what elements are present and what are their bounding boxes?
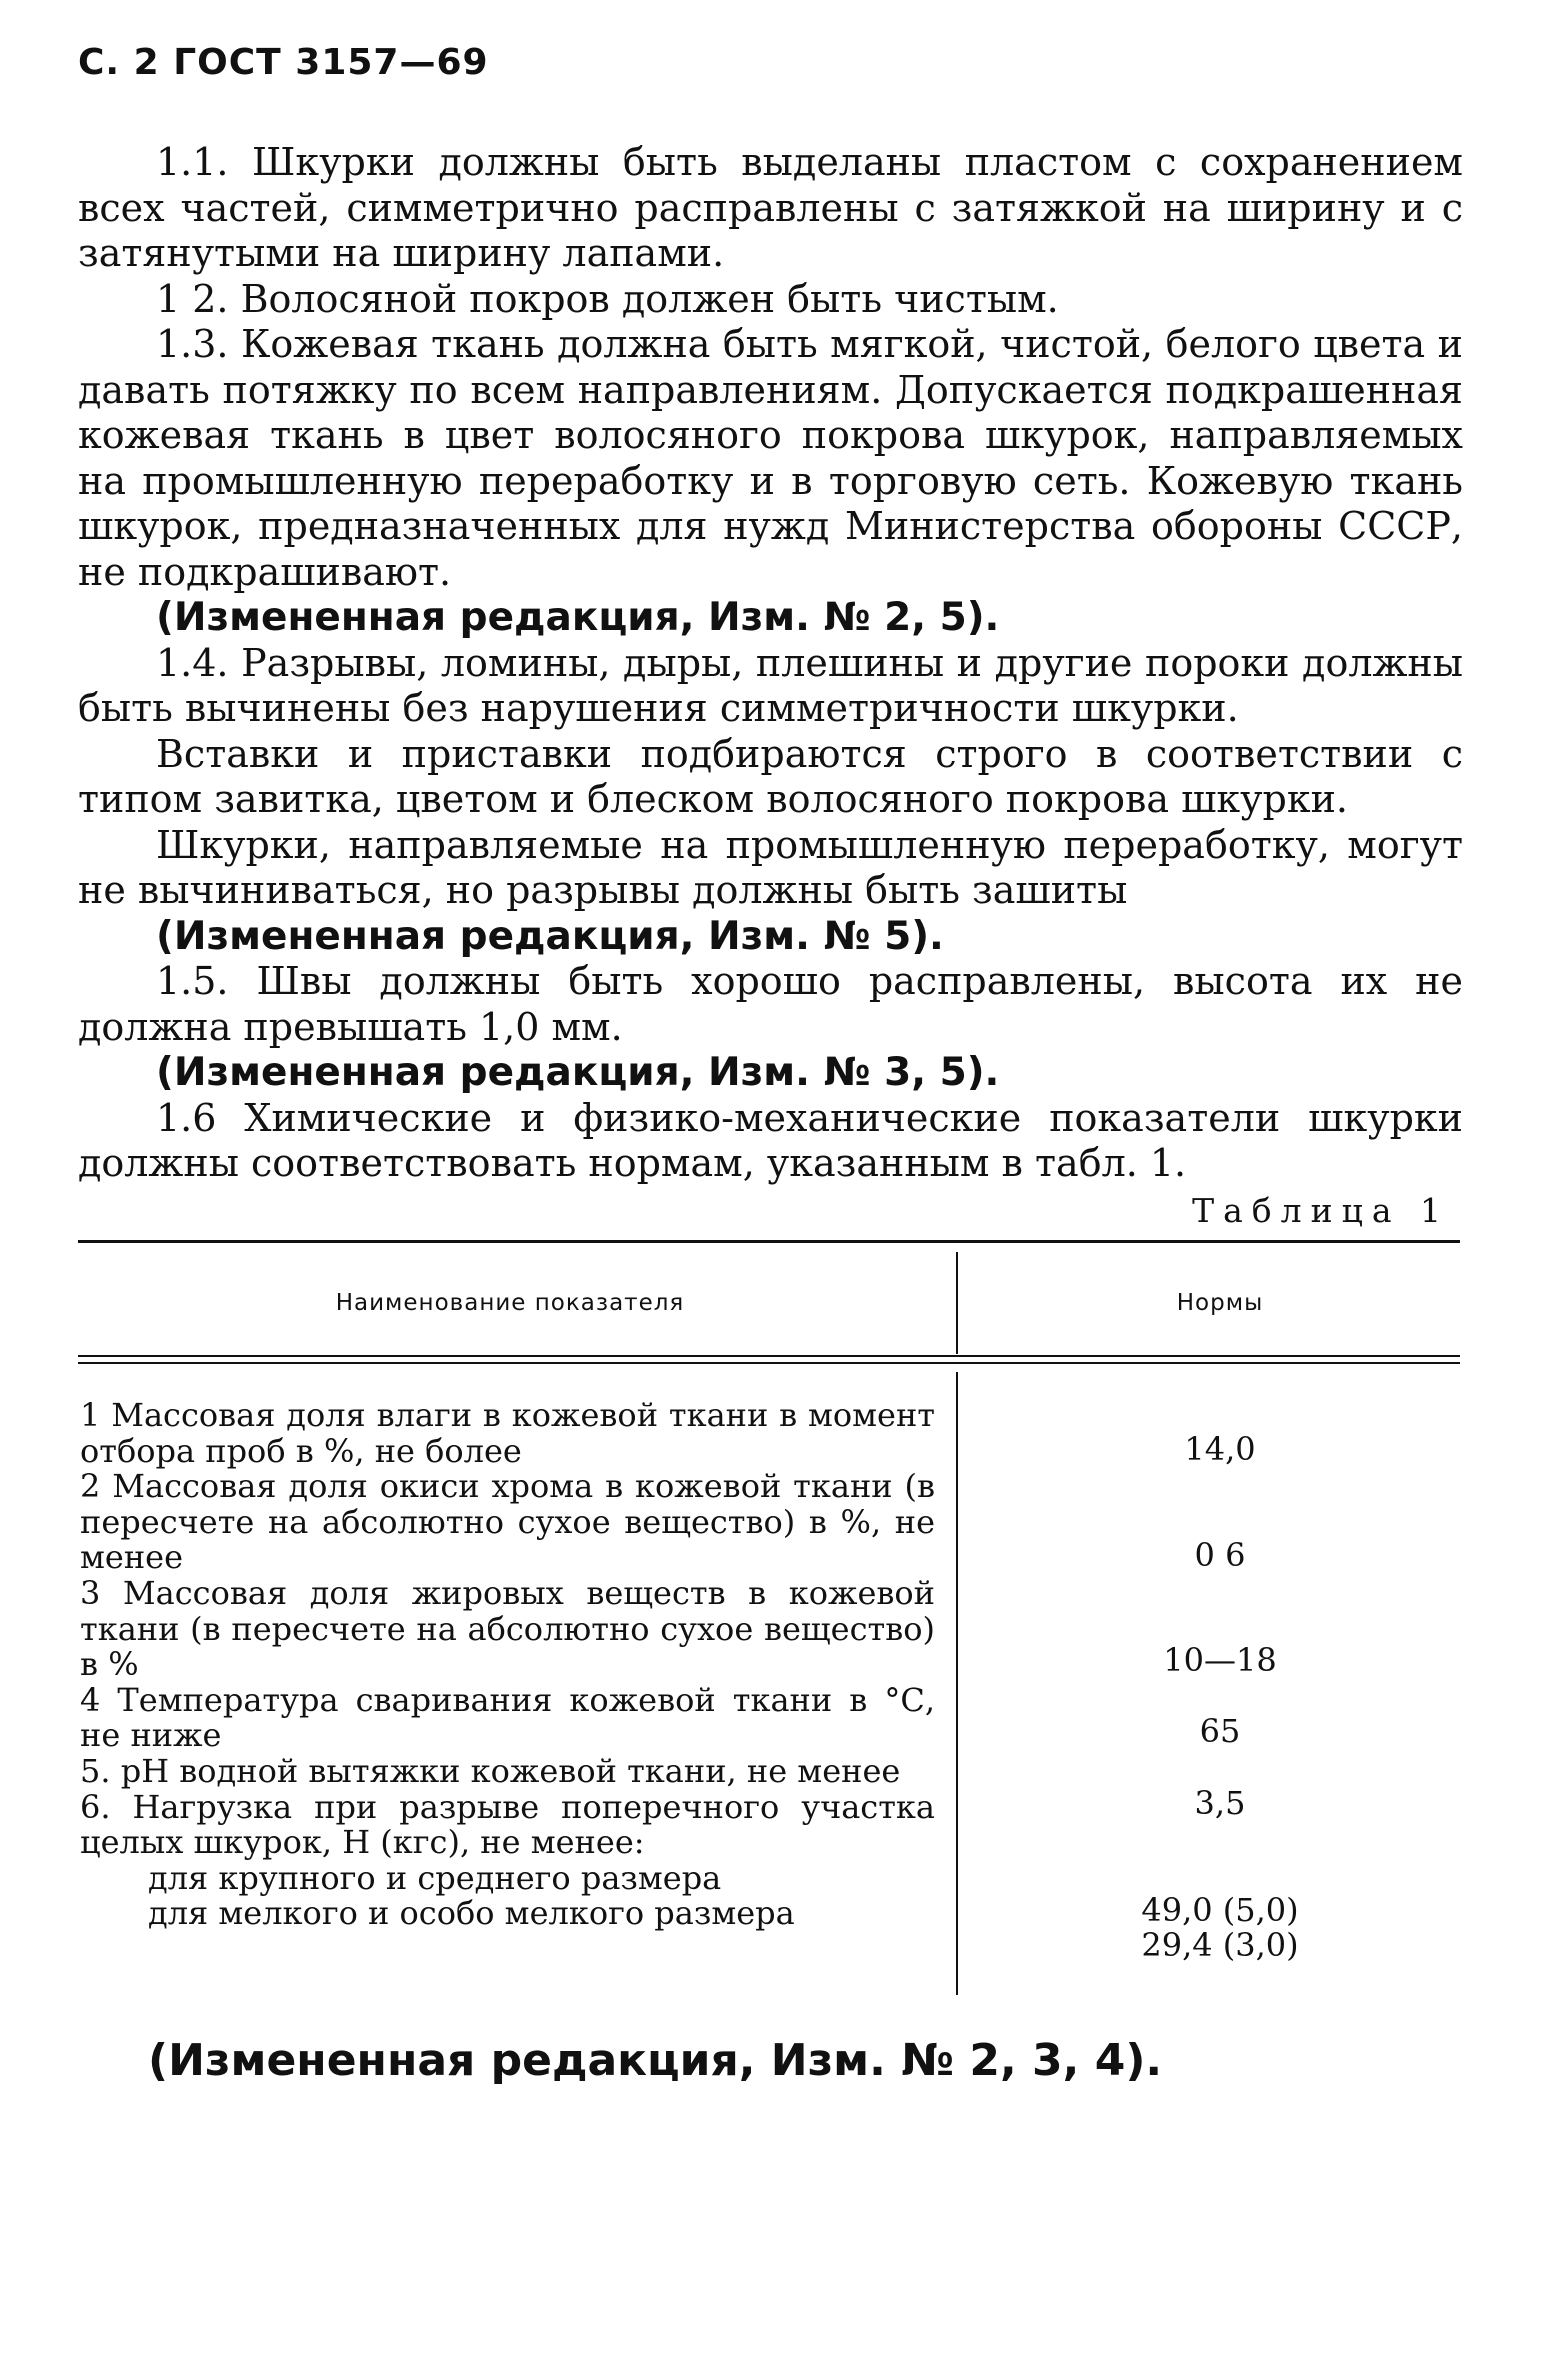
table-row-name: 5. рН водной вытяжки кожевой ткани, не менее <box>80 1751 901 1790</box>
body-text <box>78 140 1463 1187</box>
paragraph-1-2: 1 2. Волосяной покров должен быть чистым. <box>156 276 1059 321</box>
table-row-value: 3,5 <box>1194 1784 1246 1822</box>
paragraph-1-4: 1.4. Разрывы, ломины, дыры, плешины и другие пороки должны быть вычинены без нарушения симметричности шкурки. <box>78 640 1463 730</box>
paragraph-1-4-industrial: Шкурки, направляемые на промышленную переработку, могут не вычиниваться, но разрывы должны быть зашиты <box>78 822 1463 912</box>
table-row-value: 14,0 <box>1184 1430 1256 1468</box>
table-indicator-column <box>80 1398 935 1932</box>
table-column-divider-body <box>956 1372 958 1995</box>
edition-note-2: (Измененная редакция, Изм. № 5). <box>156 913 944 959</box>
table-row-name: 3 Массовая доля жировых веществ в кожевой ткани (в пересчете на абсолютно сухое вещество) в % <box>80 1573 935 1684</box>
table-column-divider <box>956 1252 958 1354</box>
table-row-value: 29,4 (3,0) <box>1141 1926 1299 1964</box>
table-caption: Таблица 1 <box>1192 1191 1450 1230</box>
table-row-name: 4 Температура сваривания кожевой ткани в °С, не ниже <box>80 1680 935 1755</box>
table-row-value: 49,0 (5,0) <box>1141 1891 1299 1929</box>
edition-note-1: (Измененная редакция, Изм. № 2, 5). <box>156 595 1000 640</box>
table-row-value: 10—18 <box>1163 1641 1277 1679</box>
table-header-indicator: Наименование показателя <box>335 1290 685 1316</box>
table-row-name: 6. Нагрузка при разрыве поперечного участка целых шкурок, Н (кгс), не менее: <box>80 1787 935 1862</box>
paragraph-1-4-inserts: Вставки и приставки подбираются строго в соответствии с типом завитка, цветом и блеском волосяного покрова шкурки. <box>78 731 1463 821</box>
paragraph-1-5: 1.5. Швы должны быть хорошо расправлены, высота их не должна превышать 1,0 мм. <box>78 959 1463 1049</box>
table-row-name: для мелкого и особо мелкого размера <box>148 1894 795 1933</box>
table-row-value: 65 <box>1199 1712 1241 1750</box>
table-top-rule <box>78 1240 1460 1243</box>
table-row-name: 2 Массовая доля окиси хрома в кожевой ткани (в пересчете на абсолютно сухое вещество) в %, не менее <box>80 1467 935 1577</box>
table-header-norms: Нормы <box>1176 1290 1264 1316</box>
paragraph-1-1: 1.1. Шкурки должны быть выделаны пластом с сохранением всех частей, симметрично расправлены с затяжкой на ширину и с затянутыми на ширину лапами. <box>78 140 1463 275</box>
table-row-name: 1 Массовая доля влаги в кожевой ткани в момент отбора проб в %, не более <box>80 1396 935 1470</box>
page-header: С. 2 ГОСТ 3157—69 <box>78 42 489 83</box>
paragraph-1-6: 1.6 Химические и физико-механические показатели шкурки должны соответствовать нормам, указанным в табл. 1. <box>78 1095 1463 1185</box>
table-row-value: 0 6 <box>1194 1536 1246 1574</box>
edition-note-footer: (Измененная редакция, Изм. № 2, 3, 4). <box>148 2035 1163 2086</box>
edition-note-3: (Измененная редакция, Изм. № 3, 5). <box>156 1050 1000 1095</box>
table-row-name: для крупного и среднего размера <box>148 1858 722 1897</box>
paragraph-1-3: 1.3. Кожевая ткань должна быть мягкой, чистой, белого цвета и давать потяжку по всем направлениям. Допускается подкрашенная кожевая ткань в цвет волосяного покрова шкурок, направляемых на промышленную переработку и в торговую сеть. Кожевую ткань шкурок, предназначенных для нужд Министерства обороны СССР, не подкрашивают. <box>78 322 1463 594</box>
table-header-rule-2 <box>78 1362 1460 1364</box>
table-header-rule-1 <box>78 1355 1460 1357</box>
